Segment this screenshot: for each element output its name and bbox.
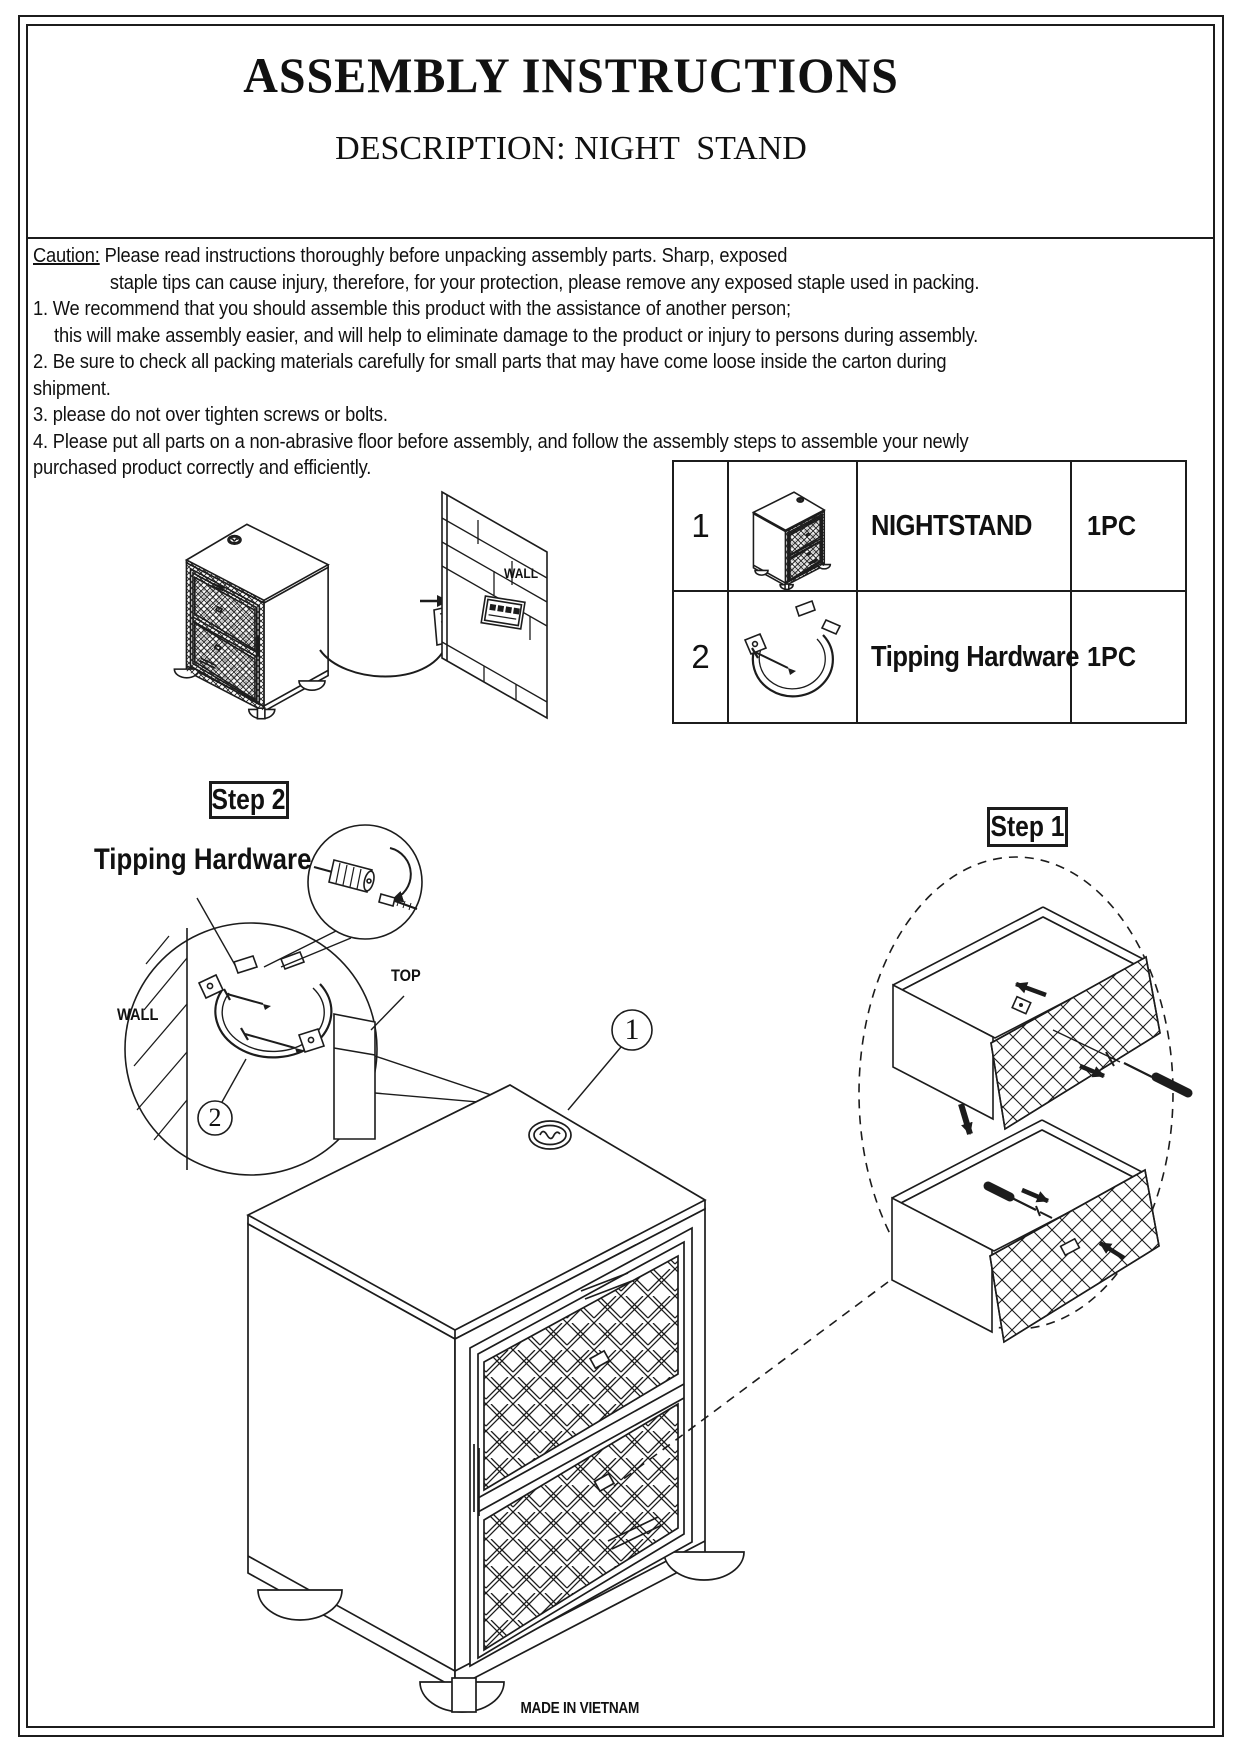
down-arrow-icon: [961, 1104, 970, 1134]
caution-line: 3. please do not over tighten screws or bolts.: [33, 404, 388, 426]
nightstand-wall-diagram: [174, 492, 547, 719]
small-nightstand-sketch: [174, 524, 328, 718]
step2-label-box: Step 2: [209, 781, 289, 819]
part-qty: 1PC: [1087, 641, 1137, 672]
title-block: [26, 46, 1116, 168]
drawer-sketch-lower: [892, 1120, 1159, 1342]
step1-label-box: Step 1: [987, 807, 1068, 847]
tether-cable: [320, 646, 446, 677]
top-label-leader: [371, 996, 404, 1030]
drawer-sketch-upper: [893, 907, 1188, 1129]
part-number: 1: [674, 462, 729, 592]
caution-line: shipment.: [33, 377, 111, 400]
callout-1: 1: [624, 1013, 640, 1046]
caution-block: [33, 243, 1204, 482]
part-qty: 1PC: [1072, 462, 1185, 592]
caution-line: staple tips can cause injury, therefore, for your protection, please remove any exposed staple used in packing.: [109, 271, 980, 294]
caution-line: 2. Be sure to check all packing materials carefully for small parts that may have come loose inside the carton during: [33, 351, 947, 373]
page-title: ASSEMBLY INSTRUCTIONS: [243, 47, 899, 103]
tipping-hardware-label: Tipping Hardware: [94, 843, 312, 876]
part-number: 2: [674, 592, 729, 722]
caution-line: Caution: Please read instructions thoroughly before unpacking assembly parts. Sharp, exposed: [33, 245, 788, 267]
caution-label: Caution:: [33, 245, 100, 267]
part-icon-cell: [729, 462, 858, 592]
wall-sketch: [442, 492, 547, 718]
part-name: NIGHTSTAND: [858, 462, 1072, 592]
part-name: Tipping Hardware: [858, 592, 1072, 722]
outlet-icon: [481, 596, 525, 629]
page-subtitle: DESCRIPTION: NIGHT STAND: [335, 130, 807, 167]
caution-line: 1. We recommend that you should assemble this product with the assistance of another person;: [33, 298, 791, 320]
caution-line: purchased product correctly and efficiently.: [33, 457, 372, 479]
made-in-label: MADE IN VIETNAM: [520, 1700, 640, 1717]
wall-label: WALL: [504, 565, 539, 581]
top-label: TOP: [391, 966, 421, 985]
parts-table: [672, 460, 1187, 724]
caution-line: this will make assembly easier, and will help to eliminate damage to the product or injury to persons during assembly.: [54, 324, 979, 347]
part-icon-cell: [729, 592, 858, 722]
callout-2: 2: [208, 1103, 222, 1132]
top-panel-sketch: [334, 1014, 375, 1139]
screwdriver-icon: [1124, 1063, 1188, 1093]
wall-label-step2: WALL: [117, 1005, 159, 1024]
caution-line: 4. Please put all parts on a non-abrasive floor before assembly, and follow the assembly steps to assemble your newly: [33, 430, 969, 453]
